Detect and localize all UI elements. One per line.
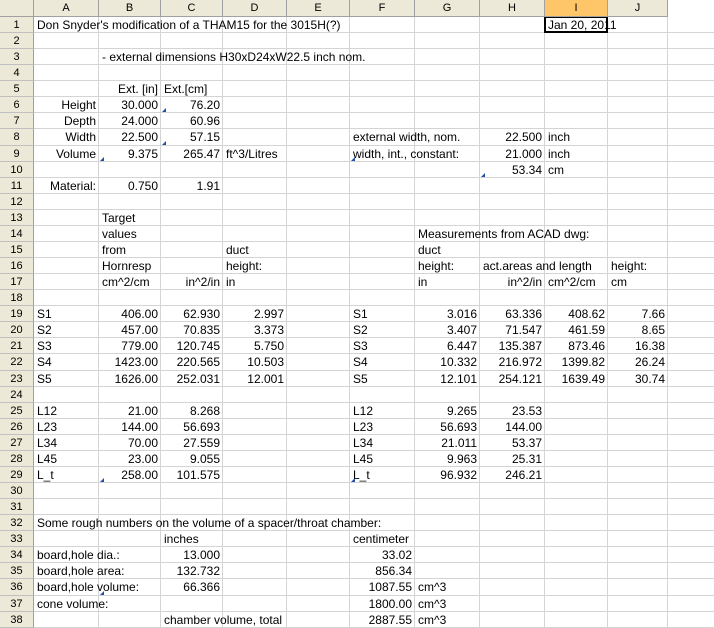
row-header-4[interactable]: 4 xyxy=(0,65,34,81)
row-header-19[interactable]: 19 xyxy=(0,306,34,322)
cell-a22[interactable]: S4 xyxy=(37,355,52,370)
cell-i9[interactable]: inch xyxy=(548,146,571,161)
cell-a1[interactable]: Don Snyder's modification of a THAM15 for the 3015H(?) xyxy=(37,18,341,32)
cell-c34[interactable]: 13.000 xyxy=(183,548,220,563)
column-header-g[interactable]: G xyxy=(415,0,480,17)
row-header-5[interactable]: 5 xyxy=(0,81,34,97)
cell-f21[interactable]: S3 xyxy=(353,339,368,354)
cell-g19[interactable]: 3.016 xyxy=(446,307,477,322)
cell-h23[interactable]: 254.121 xyxy=(498,371,542,386)
cell-d20[interactable]: 3.373 xyxy=(253,323,284,338)
column-header-b[interactable]: B xyxy=(99,0,161,17)
row-header-20[interactable]: 20 xyxy=(0,322,34,338)
cell-indicator-icon xyxy=(481,173,485,177)
cell-f27[interactable]: L34 xyxy=(353,435,374,450)
row-header-6[interactable]: 6 xyxy=(0,97,34,113)
cell-a8[interactable]: Width xyxy=(65,130,96,145)
cell-a27[interactable]: L34 xyxy=(37,435,58,450)
cell-g15[interactable]: duct xyxy=(418,242,441,257)
row-header-3[interactable]: 3 xyxy=(0,49,34,65)
row-header-26[interactable]: 26 xyxy=(0,419,34,435)
cell-h22[interactable]: 216.972 xyxy=(498,355,542,370)
cell-a26[interactable]: L23 xyxy=(37,419,58,434)
column-header-a[interactable]: A xyxy=(34,0,99,17)
cell-a36[interactable]: board,hole volume: xyxy=(37,580,140,595)
cell-indicator-icon xyxy=(351,157,355,161)
cell-h19[interactable]: 63.336 xyxy=(505,307,542,322)
cell-d19[interactable]: 2.997 xyxy=(253,307,284,322)
cell-c23[interactable]: 252.031 xyxy=(176,371,220,386)
cell-a37[interactable]: cone volume: xyxy=(37,596,109,611)
cell-f37[interactable]: 1800.00 xyxy=(368,596,412,611)
cell-c8[interactable]: 57.15 xyxy=(189,130,220,145)
row-header-18[interactable]: 18 xyxy=(0,290,34,306)
cell-a34[interactable]: board,hole dia.: xyxy=(37,548,120,563)
cell-i8[interactable]: inch xyxy=(548,130,571,145)
cell-c9[interactable]: 265.47 xyxy=(183,146,220,161)
cell-g17[interactable]: in xyxy=(418,275,428,290)
cell-a20[interactable]: S2 xyxy=(37,323,52,338)
cell-g20[interactable]: 3.407 xyxy=(446,323,477,338)
cell-f8[interactable]: external width, nom. xyxy=(353,130,461,145)
row-header-31[interactable]: 31 xyxy=(0,499,34,515)
cell-h25[interactable]: 23.53 xyxy=(511,403,542,418)
cell-j21[interactable]: 16.38 xyxy=(634,339,665,354)
cell-f20[interactable]: S2 xyxy=(353,323,368,338)
cell-j19[interactable]: 7.66 xyxy=(641,307,665,322)
cell-a29[interactable]: L_t xyxy=(37,467,54,482)
cell-indicator-icon xyxy=(162,141,166,145)
cell-f9[interactable]: width, int., constant: xyxy=(353,146,460,161)
cell-c38[interactable]: chamber volume, total xyxy=(164,612,283,627)
cell-h8[interactable]: 22.500 xyxy=(505,130,542,145)
cell-b25[interactable]: 21.00 xyxy=(127,403,158,418)
cell-a23[interactable]: S5 xyxy=(37,371,52,386)
cell-i1[interactable]: Jan 20, 2011 xyxy=(548,18,617,32)
cell-b6[interactable]: 30.000 xyxy=(121,98,158,113)
cell-i21[interactable]: 873.46 xyxy=(568,339,605,354)
cell-a19[interactable]: S1 xyxy=(37,307,52,322)
cell-b28[interactable]: 23.00 xyxy=(127,451,158,466)
cell-indicator-icon xyxy=(162,108,166,112)
cell-f22[interactable]: S4 xyxy=(353,355,368,370)
cell-i23[interactable]: 1639.49 xyxy=(561,371,605,386)
cell-c36[interactable]: 66.366 xyxy=(183,580,220,595)
row-header-15[interactable]: 15 xyxy=(0,242,34,258)
cell-a9[interactable]: Volume xyxy=(55,146,96,161)
cell-d16[interactable]: height: xyxy=(226,259,263,274)
row-header-7[interactable]: 7 xyxy=(0,113,34,129)
cell-c33[interactable]: inches xyxy=(164,532,199,547)
cell-c6[interactable]: 76.20 xyxy=(189,98,220,113)
cell-g21[interactable]: 6.447 xyxy=(446,339,477,354)
cell-f33[interactable]: centimeter xyxy=(353,532,410,547)
cell-a21[interactable]: S3 xyxy=(37,339,52,354)
row-header-27[interactable]: 27 xyxy=(0,435,34,451)
cell-c35[interactable]: 132.732 xyxy=(176,564,220,579)
cell-j22[interactable]: 26.24 xyxy=(634,355,665,370)
cell-b20[interactable]: 457.00 xyxy=(121,323,158,338)
cell-g22[interactable]: 10.332 xyxy=(440,355,477,370)
row-header-38[interactable]: 38 xyxy=(0,612,34,628)
row-header-35[interactable]: 35 xyxy=(0,563,34,579)
cell-j17[interactable]: cm xyxy=(611,275,627,290)
cell-c17[interactable]: in^2/in xyxy=(185,275,220,290)
cell-b17[interactable]: cm^2/cm xyxy=(102,275,150,290)
cell-f26[interactable]: L23 xyxy=(353,419,374,434)
cell-h29[interactable]: 246.21 xyxy=(505,467,542,482)
row-header-17[interactable]: 17 xyxy=(0,274,34,290)
cell-f36[interactable]: 1087.55 xyxy=(368,580,412,595)
column-header-d[interactable]: D xyxy=(223,0,287,17)
cell-g16[interactable]: height: xyxy=(418,259,455,274)
column-header-i[interactable]: I xyxy=(545,0,608,17)
cell-g29[interactable]: 96.932 xyxy=(440,467,477,482)
column-header-h[interactable]: H xyxy=(480,0,545,17)
cell-h16[interactable]: act.areas and length xyxy=(483,259,592,274)
cell-f19[interactable]: S1 xyxy=(353,307,368,322)
cell-h17[interactable]: in^2/in xyxy=(507,275,542,290)
cell-b26[interactable]: 144.00 xyxy=(121,419,158,434)
cell-c28[interactable]: 9.055 xyxy=(189,451,220,466)
cell-c5[interactable]: Ext.[cm] xyxy=(164,82,208,97)
cell-f29[interactable]: L_t xyxy=(353,467,370,482)
cell-b14[interactable]: values xyxy=(102,226,137,241)
cell-a32[interactable]: Some rough numbers on the volume of a spacer/throat chamber: xyxy=(37,516,382,531)
cell-a11[interactable]: Material: xyxy=(49,178,96,193)
cell-i20[interactable]: 461.59 xyxy=(568,323,605,338)
column-header-f[interactable]: F xyxy=(350,0,415,17)
cell-d9[interactable]: ft^3/Litres xyxy=(226,146,278,161)
cell-i22[interactable]: 1399.82 xyxy=(561,355,605,370)
row-header-2[interactable]: 2 xyxy=(0,33,34,49)
cell-g25[interactable]: 9.265 xyxy=(446,403,477,418)
cell-c27[interactable]: 27.559 xyxy=(183,435,220,450)
row-header-36[interactable]: 36 xyxy=(0,579,34,595)
cell-i19[interactable]: 408.62 xyxy=(568,307,605,322)
cell-c22[interactable]: 220.565 xyxy=(176,355,220,370)
cell-c21[interactable]: 120.745 xyxy=(176,339,220,354)
row-header-33[interactable]: 33 xyxy=(0,531,34,547)
cell-j20[interactable]: 8.65 xyxy=(641,323,665,338)
cell-f38[interactable]: 2887.55 xyxy=(368,612,412,627)
cell-g37[interactable]: cm^3 xyxy=(418,596,447,611)
cell-f28[interactable]: L45 xyxy=(353,451,374,466)
row-header-28[interactable]: 28 xyxy=(0,451,34,467)
cell-i10[interactable]: cm xyxy=(548,162,564,177)
cell-h27[interactable]: 53.37 xyxy=(511,435,542,450)
row-header-11[interactable]: 11 xyxy=(0,178,34,194)
row-header-37[interactable]: 37 xyxy=(0,596,34,612)
cell-c20[interactable]: 70.835 xyxy=(183,323,220,338)
row-header-24[interactable]: 24 xyxy=(0,387,34,403)
cell-i17[interactable]: cm^2/cm xyxy=(548,275,596,290)
cell-c25[interactable]: 8.268 xyxy=(189,403,220,418)
cell-a7[interactable]: Depth xyxy=(63,114,96,129)
cell-a6[interactable]: Height xyxy=(61,98,96,113)
cell-h28[interactable]: 25.31 xyxy=(511,451,542,466)
cell-c11[interactable]: 1.91 xyxy=(196,178,220,193)
cell-a25[interactable]: L12 xyxy=(37,403,58,418)
cell-b16[interactable]: Hornresp xyxy=(102,259,152,274)
cell-f23[interactable]: S5 xyxy=(353,371,368,386)
cell-d23[interactable]: 12.001 xyxy=(247,371,284,386)
cell-h26[interactable]: 144.00 xyxy=(505,419,542,434)
cell-c7[interactable]: 60.96 xyxy=(189,114,220,129)
cell-indicator-icon xyxy=(351,478,355,482)
row-header-22[interactable]: 22 xyxy=(0,354,34,370)
cell-h21[interactable]: 135.387 xyxy=(498,339,542,354)
cell-j16[interactable]: height: xyxy=(611,259,648,274)
cell-g14[interactable]: Measurements from ACAD dwg: xyxy=(418,226,590,241)
column-header-c[interactable]: C xyxy=(161,0,223,17)
cell-indicator-icon xyxy=(100,478,104,482)
cell-b11[interactable]: 0.750 xyxy=(127,178,158,193)
cell-g23[interactable]: 12.101 xyxy=(440,371,477,386)
row-header-23[interactable]: 23 xyxy=(0,371,34,387)
cell-b27[interactable]: 70.00 xyxy=(127,435,158,450)
row-header-21[interactable]: 21 xyxy=(0,338,34,354)
row-header-34[interactable]: 34 xyxy=(0,547,34,563)
column-header-j[interactable]: J xyxy=(608,0,668,17)
cell-b23[interactable]: 1626.00 xyxy=(114,371,158,386)
cell-b15[interactable]: from xyxy=(102,242,126,257)
cell-d22[interactable]: 10.503 xyxy=(247,355,284,370)
cell-b7[interactable]: 24.000 xyxy=(121,114,158,129)
row-header-8[interactable]: 8 xyxy=(0,129,34,145)
row-header-9[interactable]: 9 xyxy=(0,146,34,162)
row-header-12[interactable]: 12 xyxy=(0,194,34,210)
row-header-16[interactable]: 16 xyxy=(0,258,34,274)
cell-f35[interactable]: 856.34 xyxy=(375,564,412,579)
cell-b8[interactable]: 22.500 xyxy=(121,130,158,145)
cell-h20[interactable]: 71.547 xyxy=(505,323,542,338)
cell-a28[interactable]: L45 xyxy=(37,451,58,466)
row-header-1[interactable]: 1 xyxy=(0,17,34,33)
cell-g36[interactable]: cm^3 xyxy=(418,580,447,595)
row-header-14[interactable]: 14 xyxy=(0,226,34,242)
cell-c26[interactable]: 56.693 xyxy=(183,419,220,434)
cell-g27[interactable]: 21.011 xyxy=(441,435,477,450)
row-header-30[interactable]: 30 xyxy=(0,483,34,499)
row-header-29[interactable]: 29 xyxy=(0,467,34,483)
grid-line xyxy=(34,498,714,499)
cell-g28[interactable]: 9.963 xyxy=(446,451,477,466)
row-header-13[interactable]: 13 xyxy=(0,210,34,226)
row-header-25[interactable]: 25 xyxy=(0,403,34,419)
cell-b9[interactable]: 9.375 xyxy=(127,146,158,161)
cell-j23[interactable]: 30.74 xyxy=(634,371,665,386)
select-all-corner[interactable] xyxy=(0,0,34,17)
cell-f34[interactable]: 33.02 xyxy=(381,548,412,563)
cell-b5[interactable]: Ext. [in] xyxy=(117,82,158,97)
cell-b13[interactable]: Target xyxy=(102,210,136,225)
cell-f25[interactable]: L12 xyxy=(353,403,374,418)
cell-a35[interactable]: board,hole area: xyxy=(37,564,125,579)
row-header-32[interactable]: 32 xyxy=(0,515,34,531)
cell-d15[interactable]: duct xyxy=(226,242,249,257)
cell-b22[interactable]: 1423.00 xyxy=(114,355,158,370)
cell-b19[interactable]: 406.00 xyxy=(121,307,158,322)
cell-b3[interactable]: - external dimensions H30xD24xW22.5 inch nom. xyxy=(102,50,366,65)
cell-h9[interactable]: 21.000 xyxy=(505,146,542,161)
cell-b21[interactable]: 779.00 xyxy=(121,339,158,354)
cell-indicator-icon xyxy=(100,157,104,161)
row-header-10[interactable]: 10 xyxy=(0,162,34,178)
cell-indicator-icon xyxy=(100,591,104,595)
cell-d17[interactable]: in xyxy=(226,275,236,290)
cell-b29[interactable]: 258.00 xyxy=(121,467,158,482)
cell-d21[interactable]: 5.750 xyxy=(253,339,284,354)
cell-c19[interactable]: 62.930 xyxy=(183,307,220,322)
cell-g38[interactable]: cm^3 xyxy=(418,612,447,627)
cell-grid[interactable] xyxy=(34,17,714,628)
cell-g26[interactable]: 56.693 xyxy=(440,419,477,434)
cell-h10[interactable]: 53.34 xyxy=(511,162,542,177)
column-header-e[interactable]: E xyxy=(287,0,350,17)
cell-c29[interactable]: 101.575 xyxy=(176,467,220,482)
